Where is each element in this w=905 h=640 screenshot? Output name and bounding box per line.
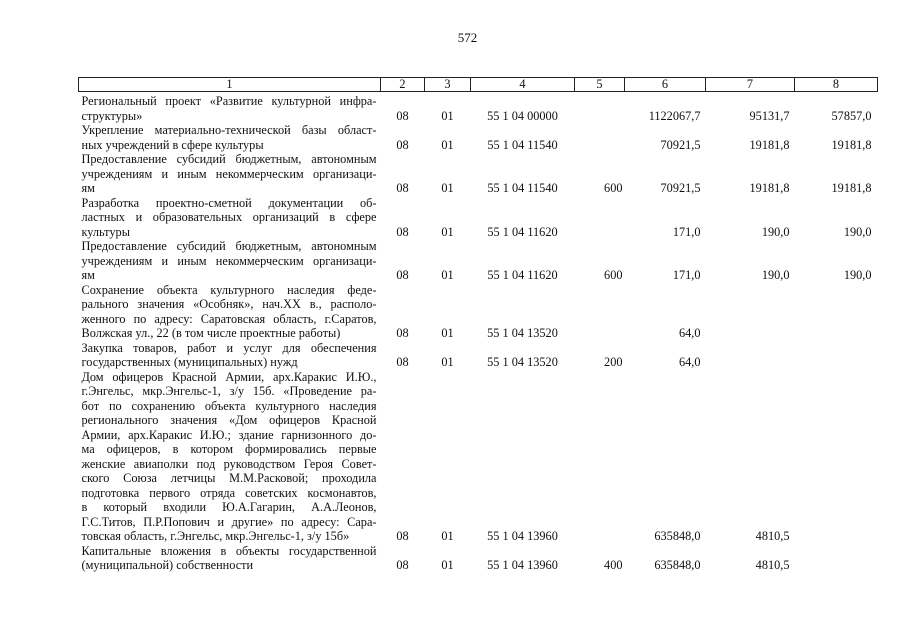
column-header: 6 <box>625 78 706 92</box>
description-line: структуры» <box>81 108 143 123</box>
description-line: женские авиаполки под руководством Героя Совет- <box>81 456 377 471</box>
code-vid <box>575 370 625 544</box>
code-podrazdel: 01 <box>441 355 454 369</box>
column-header: 8 <box>795 78 878 92</box>
code-vid: 600 <box>604 268 623 282</box>
code-podrazdel: 01 <box>441 181 454 195</box>
description-line: Дом офицеров Красной Армии, арх.Каракис И.Ю., <box>81 369 377 384</box>
code-razdel: 08 <box>396 355 409 369</box>
description-line: Сохранение объекта культурного наследия феде- <box>81 282 377 297</box>
amount-col7: 4810,5 <box>755 529 790 543</box>
row-description <box>79 92 381 124</box>
description-line: ского Союза летчицы М.М.Расковой; проходила <box>81 471 377 485</box>
code-target: 55 1 04 13520 <box>487 355 558 369</box>
amount-col7: 190,0 <box>761 268 790 282</box>
amount-col8: 190,0 <box>843 268 872 282</box>
table-row <box>79 341 878 370</box>
code-razdel: 08 <box>396 326 409 340</box>
description-line: подготовка первого отряда советских космонавтов, <box>81 485 377 500</box>
table-row <box>79 196 878 240</box>
code-target: 55 1 04 11620 <box>487 268 558 282</box>
row-description <box>79 283 381 341</box>
description-line: женного по адресу: Саратовская область, г.Саратов, <box>81 311 377 326</box>
code-target: 55 1 04 11620 <box>487 224 558 239</box>
code-podrazdel: 01 <box>441 529 454 543</box>
amount-col6: 70921,5 <box>660 181 701 195</box>
description-line: ных учреждений в сфере культуры <box>81 137 264 152</box>
code-vid <box>575 123 625 152</box>
description-line: (муниципальной) собственности <box>81 558 254 572</box>
description-line: в который входили Ю.А.Гагарин, А.А.Леонов, <box>81 500 377 514</box>
row-description <box>79 152 381 196</box>
amount-col6: 171,0 <box>672 268 701 282</box>
table-row <box>79 92 878 124</box>
description-line: ма офицеров, в котором формировались первые <box>81 442 377 456</box>
description-line: Региональный проект «Развитие культурной инфра- <box>81 94 377 108</box>
code-vid: 200 <box>604 355 623 369</box>
amount-col8: 57857,0 <box>831 108 872 123</box>
amount-col8 <box>795 544 878 573</box>
description-line: регионального значения «Дом офицеров Красной <box>81 413 377 427</box>
column-header: 7 <box>706 78 795 92</box>
amount-col6: 64,0 <box>678 326 701 340</box>
code-vid: 400 <box>604 558 623 572</box>
description-line: культуры <box>81 224 130 239</box>
amount-col7: 19181,8 <box>749 181 790 195</box>
column-header: 2 <box>381 78 425 92</box>
column-header: 5 <box>575 78 625 92</box>
description-line: государственных (муниципальных) нужд <box>81 355 298 369</box>
code-podrazdel: 01 <box>441 224 454 239</box>
amount-col8 <box>795 370 878 544</box>
code-vid: 600 <box>604 181 623 195</box>
row-description <box>79 196 381 240</box>
amount-col8: 19181,8 <box>831 137 872 152</box>
description-line: г.Энгельс, мкр.Энгельс-1, з/у 15б. «Проведение ра- <box>81 384 377 398</box>
code-razdel: 08 <box>396 108 409 123</box>
code-vid <box>575 92 625 124</box>
code-razdel: 08 <box>396 529 409 543</box>
table-row <box>79 123 878 152</box>
description-line: ям <box>81 181 95 195</box>
amount-col7: 19181,8 <box>749 137 790 152</box>
code-razdel: 08 <box>396 558 409 572</box>
code-razdel: 08 <box>396 224 409 239</box>
page-number: 572 <box>457 30 478 45</box>
amount-col8 <box>795 283 878 341</box>
amount-col8 <box>795 341 878 370</box>
code-podrazdel: 01 <box>441 268 454 282</box>
code-razdel: 08 <box>396 181 409 195</box>
amount-col8: 190,0 <box>843 224 872 239</box>
code-target: 55 1 04 13520 <box>487 326 558 340</box>
table-row <box>79 152 878 196</box>
code-podrazdel: 01 <box>441 558 454 572</box>
description-line: Капитальные вложения в объекты государственной <box>81 543 377 558</box>
row-description <box>79 370 381 544</box>
code-vid <box>575 283 625 341</box>
description-line: Г.С.Титов, П.Р.Попович и другие» по адресу: Сара- <box>81 514 377 529</box>
code-target: 55 1 04 11540 <box>487 137 558 152</box>
column-header: 4 <box>471 78 575 92</box>
amount-col7: 4810,5 <box>755 558 790 572</box>
code-target: 55 1 04 11540 <box>487 181 558 195</box>
table-row <box>79 239 878 283</box>
row-description <box>79 544 381 573</box>
amount-col8: 19181,8 <box>831 181 872 195</box>
description-line: учреждениям и иным некоммерческим организаци- <box>81 166 377 181</box>
code-razdel: 08 <box>396 137 409 152</box>
amount-col6: 171,0 <box>672 224 701 239</box>
amount-col6: 70921,5 <box>660 137 701 152</box>
description-line: Предоставление субсидий бюджетным, автономным <box>81 152 377 166</box>
description-line: бот по сохранению объекта культурного наследия <box>81 398 377 413</box>
code-podrazdel: 01 <box>441 326 454 340</box>
header-row <box>79 78 878 92</box>
amount-col6: 635848,0 <box>654 529 701 543</box>
amount-col6: 1122067,7 <box>648 108 701 123</box>
column-header: 3 <box>425 78 471 92</box>
description-line: учреждениям и иным некоммерческим организаци- <box>81 253 377 268</box>
amount-col7 <box>706 341 795 370</box>
amount-col7: 95131,7 <box>749 108 790 123</box>
description-line: Закупка товаров, работ и услуг для обеспечения <box>81 340 377 355</box>
code-target: 55 1 04 13960 <box>487 529 558 543</box>
row-description <box>79 239 381 283</box>
description-line: рального значения «Особняк», нач.XX в., располо- <box>81 297 377 311</box>
budget-table <box>78 77 878 573</box>
row-description <box>79 341 381 370</box>
description-line: товская область, г.Энгельс, мкр.Энгельс-1, з/у 15б» <box>81 529 350 543</box>
code-podrazdel: 01 <box>441 137 454 152</box>
table-body <box>79 92 878 573</box>
code-podrazdel: 01 <box>441 108 454 123</box>
description-line: ластных и образовательных организаций в сфере <box>81 210 377 224</box>
description-line: Армии, арх.Каракис И.Ю.; здание гарнизонного до- <box>81 427 377 442</box>
code-vid <box>575 196 625 240</box>
description-line: Предоставление субсидий бюджетным, автономным <box>81 239 377 253</box>
table-row <box>79 370 878 544</box>
code-target: 55 1 04 00000 <box>487 108 558 123</box>
row-description <box>79 123 381 152</box>
description-line: Волжская ул., 22 (в том числе проектные работы) <box>81 326 341 340</box>
code-razdel: 08 <box>396 268 409 282</box>
description-line: ям <box>81 268 95 282</box>
column-header: 1 <box>79 78 381 92</box>
amount-col7: 190,0 <box>761 224 790 239</box>
amount-col7 <box>706 283 795 341</box>
table-row <box>79 544 878 573</box>
description-line: Укрепление материально-технической базы област- <box>81 123 377 137</box>
code-target: 55 1 04 13960 <box>487 558 558 572</box>
table-row <box>79 283 878 341</box>
amount-col6: 64,0 <box>678 355 701 369</box>
description-line: Разработка проектно-сметной документации об- <box>81 195 377 210</box>
amount-col6: 635848,0 <box>654 558 701 572</box>
